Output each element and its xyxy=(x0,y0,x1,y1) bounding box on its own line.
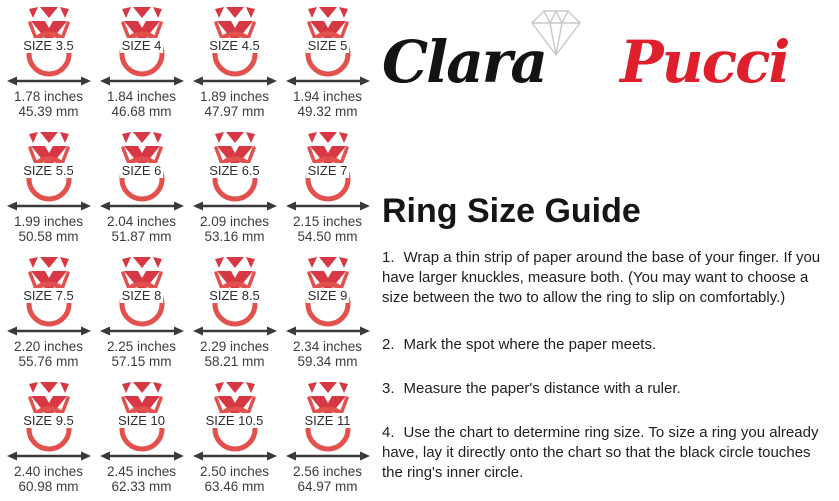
instruction-text: Measure the paper's distance with a ruler. xyxy=(403,380,681,397)
ring-diameter-inches: 1.89 inches xyxy=(199,89,270,104)
ring-diameter-inches: 2.50 inches xyxy=(199,464,270,479)
ring-size-label: SIZE 9.5 xyxy=(23,413,74,428)
page-title: Ring Size Guide xyxy=(382,192,641,230)
ring-diameter-mm: 55.76 mm xyxy=(18,353,79,369)
ring-diameter-inches: 1.99 inches xyxy=(13,214,84,229)
ring-size-cell xyxy=(2,250,95,375)
ring-size-cell xyxy=(188,375,281,500)
ring-diameter-mm: 47.97 mm xyxy=(204,103,265,119)
ring-size-cell xyxy=(2,375,95,500)
ring-diameter-mm: 46.68 mm xyxy=(111,103,172,119)
ring-size-label: SIZE 9 xyxy=(307,288,348,303)
ring-size-label: SIZE 5.5 xyxy=(23,163,74,178)
ring-diameter-inches: 2.45 inches xyxy=(106,464,177,479)
ring-diameter-inches: 2.40 inches xyxy=(13,464,84,479)
instruction-number: 1. xyxy=(382,249,395,266)
ring-size-label: SIZE 7.5 xyxy=(23,288,74,303)
ring-size-cell xyxy=(95,125,188,250)
ring-size-cell xyxy=(281,250,374,375)
instruction-text: Use the chart to determine ring size. To size a ring you already have, lay it directly onto the chart so that the black circle touches the ring's inner circle. xyxy=(382,424,819,481)
instruction-text: Wrap a thin strip of paper around the base of your finger. If you have larger knuckles, measure both. (You may want to choose a size between the two to allow the ring to slip on comfortably.) xyxy=(382,249,821,306)
ring-diameter-mm: 54.50 mm xyxy=(297,228,358,244)
ring-diameter-inches: 2.25 inches xyxy=(106,339,177,354)
ring-diameter-mm: 59.34 mm xyxy=(297,353,358,369)
ring-diameter-mm: 62.33 mm xyxy=(111,478,172,494)
ring-size-label: SIZE 8 xyxy=(121,288,162,303)
ring-diameter-inches: 2.34 inches xyxy=(292,339,363,354)
instruction-item-2 xyxy=(382,335,834,355)
ring-diameter-mm: 63.46 mm xyxy=(204,478,265,494)
instruction-item-3 xyxy=(382,379,834,399)
instruction-number: 4. xyxy=(382,424,395,441)
ring-size-cell xyxy=(188,250,281,375)
ring-diameter-inches: 1.78 inches xyxy=(13,89,84,104)
instruction-item-4 xyxy=(382,423,834,483)
ring-size-cell xyxy=(95,375,188,500)
ring-size-label: SIZE 11 xyxy=(304,413,351,428)
instruction-number: 3. xyxy=(382,380,395,397)
ring-diameter-inches: 2.04 inches xyxy=(106,214,177,229)
ring-size-label: SIZE 4 xyxy=(121,38,162,53)
instruction-text: Mark the spot where the paper meets. xyxy=(403,336,657,353)
ring-size-cell xyxy=(95,0,188,125)
ring-diameter-inches: 2.20 inches xyxy=(13,339,84,354)
ring-size-label: SIZE 5 xyxy=(307,38,348,53)
ring-diameter-inches: 2.09 inches xyxy=(199,214,270,229)
ring-size-cell xyxy=(95,250,188,375)
ring-diameter-mm: 58.21 mm xyxy=(204,353,265,369)
ring-size-cell xyxy=(188,125,281,250)
info-panel xyxy=(372,0,836,501)
instruction-item-1 xyxy=(382,248,834,308)
ring-size-label: SIZE 8.5 xyxy=(209,288,260,303)
ring-size-cell xyxy=(281,0,374,125)
ring-diameter-mm: 45.39 mm xyxy=(18,103,79,119)
brand-name-second: Pucci xyxy=(620,28,789,96)
ring-size-label: SIZE 4.5 xyxy=(209,38,260,53)
ring-size-cell xyxy=(2,0,95,125)
ring-diameter-mm: 57.15 mm xyxy=(111,353,172,369)
instructions-list xyxy=(382,248,834,501)
ring-diameter-inches: 2.15 inches xyxy=(292,214,363,229)
ring-size-label: SIZE 7 xyxy=(307,163,348,178)
ring-diameter-mm: 64.97 mm xyxy=(297,478,358,494)
ring-size-cell xyxy=(188,0,281,125)
instruction-number: 2. xyxy=(382,336,395,353)
ring-diameter-mm: 49.32 mm xyxy=(297,103,358,119)
ring-size-label: SIZE 10.5 xyxy=(205,413,264,428)
ring-diameter-mm: 50.58 mm xyxy=(18,228,79,244)
ring-size-label: SIZE 3.5 xyxy=(23,38,74,53)
ring-size-chart xyxy=(2,0,376,501)
ring-size-cell xyxy=(2,125,95,250)
ring-size-label: SIZE 6 xyxy=(121,163,162,178)
ring-size-cell xyxy=(281,125,374,250)
ring-diameter-inches: 2.56 inches xyxy=(292,464,363,479)
ring-diameter-mm: 60.98 mm xyxy=(18,478,79,494)
ring-size-label: SIZE 6.5 xyxy=(209,163,260,178)
ring-size-label: SIZE 10 xyxy=(118,413,165,428)
ring-diameter-inches: 1.94 inches xyxy=(292,89,363,104)
ring-diameter-mm: 51.87 mm xyxy=(111,228,172,244)
ring-diameter-inches: 1.84 inches xyxy=(106,89,177,104)
brand-name-first: Clara xyxy=(382,28,546,96)
ring-size-cell xyxy=(281,375,374,500)
ring-diameter-inches: 2.29 inches xyxy=(199,339,270,354)
ring-diameter-mm: 53.16 mm xyxy=(204,228,265,244)
brand-logo xyxy=(378,6,828,116)
